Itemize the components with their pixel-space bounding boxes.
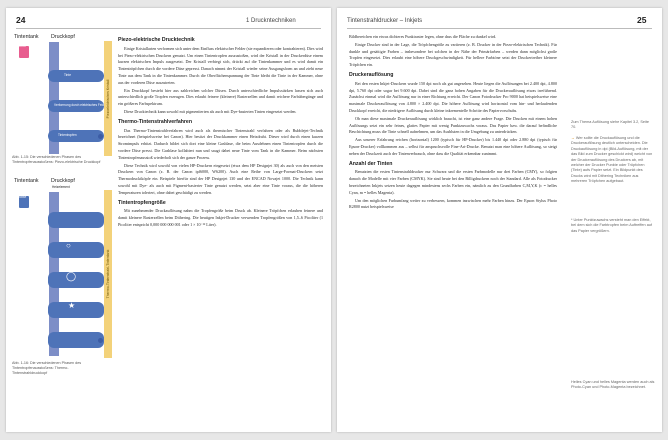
page-number: 24 [16,15,26,25]
figure1-col-right: Druckkopf [51,34,75,40]
figure2-heater-label: Heizelement [52,185,70,189]
paragraph: Einige Drucker sind in der Lage, die Tröpfchengröße zu variieren (z. B. Drucker in der Piezo-elektrischen Technik). Für dunkle und gesättigte Farben – insbesondere bei solchen in der Nähe der Primärfarben – werden dann möglichst große Tropfen eingesetzt. Dies erlaubt eine höhere Druckgeschwindigkeit. Für hellere Farbtöne setzt der Druckertreiber kleinere Tröpfchen ein. [349,41,557,68]
figure1-step-3-label: Tintentropfen [58,133,77,137]
figure1-caption: Abb. 1-15: Die verschiedenen Phasen des Tintentropfenausstoßens: Piezo-elektrische Druckkopf [12,155,101,164]
bubble-icon: ○ [66,241,71,250]
figure2-step-2 [48,242,104,258]
paragraph: Ob man diese maximale Druckerauflösung wirklich braucht, ist eine ganz andere Frage. Die Drucken mit einem hohen Auflösungs setzt ein sehr feines, glattes Papier mit wenig Punktzuwachs voraus. Das Papier bzw. die darauf befindliche Beschichtung muss die Tinte schnell aufnehmen, um das Ausbluten in die Umgebung zu unterdrücken. [349,115,557,135]
figure2-step-1 [48,212,104,228]
star-icon: ★ [68,301,76,310]
running-head: 1 Druckntechniken [246,18,296,24]
paragraph: Einige Kristallarten verformen sich unter dem Einfluss elektrischer Felder (sie expandieren oder kontrahieren). Dies wird bei Piezo-elektrischen Druckern genutzt. Um einen Tintentropfen auszustoßen, wird der Kristall in der Druckerdüse einem kurzen elektrischen Impuls ausgesetzt. Der Kristall verbiegt sich, drückt auf die Tintenkammer und es wird damit ein Tintentröpfchen durch die vordere Düse gepresst. Danach nimmt der Kristall wieder seine Ausgangsform an und zieht neue Tinte aus dem Tank in die Tintenkammer. Durch die Oberflächenspannung der Tinte bleibt die Tinte in der Kammer, ohne aus der vorderen Düse auszutreten. [118,45,323,85]
figure2-caption: Abb. 1-16: Die verschiedenen Phasen des Tintentropfenausstoßens: Thermo-Tintenstrahldruckkopf [12,361,82,375]
figure2-col-right: Druckkopf [51,178,75,184]
figure1-band: Piezoelektrisches Kristall [104,41,112,156]
figure1-step-1 [48,70,104,82]
paragraph: Ein Druckkopf besteht hier aus zahlreichen solcher Düsen. Durch unterschiedliche Impulsstärken lassen sich auch unterschiedlich große Tropfen erzeugen. Dies erlaubt feinere (kleinere) Rasterzellen und damit reichere Farbübergänge und ein größeres Farbspektrum. [118,87,323,107]
margin-note-4: Helles Cyan und helles Magenta werden auch als Photo-Cyan und Photo-Magenta bezeichnet. [571,380,655,390]
left-text-column [118,34,323,230]
ink-drop-2-icon [98,338,103,343]
heading-thermo: Thermo-Tintenstrahlverfahren [118,118,192,125]
page-number: 25 [637,15,647,25]
margin-note-1: Zum Thema Auflösung siehe Kapitel 3.2, Seite 70. [571,120,650,130]
header-rule [347,28,652,29]
arrow-icon: → [571,136,576,140]
paragraph: Aus unserer Erfahrung reichen (horizontal) 1200 (typisch für HP-Drucker) bis 1.440 dpi oder 2.880 dpi (typisch für Epson-Drucker) vollkommen aus – selbst für anspruchsvolle Fine-Art-Drucke. Benutzt man eine höhere Auflösung, so steigt neben der Druckzeit auch der Tintenverbrauch, ohne dass die Qualität erkennbar zunimmt. [349,137,557,156]
heading-anzahl-tinten: Anzahl der Tinten [349,160,393,167]
figure2-col-left: Tintentank [14,178,39,184]
paragraph: Um den möglichen Farbumfang weiter zu verbessern, kommen inzwischen mehr Farben hinzu. Der Epson Stylus Photo R2800 nutzt beispielsweise [349,197,557,210]
heading-tropfengroesse: Tintentropfengröße [118,199,166,206]
figure1-col-left: Tintentank [14,34,39,40]
figure1-step-2-label: Verformung durch elektrisches Feld [54,103,105,107]
figure1-ink-label: Tinte [18,44,27,48]
paragraph: Das Thermo-Tintenstrahlverfahren wird auch als thermischer Tintenstrahl verfahren oder als Bubblejet-Technik bezeichnet (beispielsweise bei Canon). Hier besitzt der Druckkammer einen Heizdraht. Dieser wird durch einen kurzen Stromimpuls erhitzt. Dadurch bildet sich dort eine kleine Gasblase, die beim Ausdehnen einen Tintentropfen durch die vordere Düse presst. Die Gasblase kollabiert nun und saugt dabei neue Tinte vom Tank in die Kammer. Beim nächsten Tintentropfenausstoß wiederholt sich der ganze Prozess. [118,127,323,160]
margin-note-2: → Wer sollte die Druckauflösung und die Druckerauflösung deutlich unterscheiden. Die Druckauflösung in dpi (Bild-Auflösung, mit der das Bild zum Drucker geschickt wird) weicht von der Druckerauflösung des Druckers ab, mit welcher der Drucker Punkte oder Tröpfchen (Tinte) aufs Papier setzt. Ein Bildpunkt des Drucks wird mit Dithering Techniken aus mehreren Tröpfchen aufgebaut. [571,136,653,184]
paragraph: Benutzten die ersten Tintenstrahldrucker nur Schwarz und die ersten Farbmodelle nur drei Farben (CMY), so folgten danach die Modelle mit vier Farben (CMYK). Sie sind heute bei den Billigdruckern noch der Standard. Alle als Fotodrucker bezeichneten Inkjets setzen heute dagegen mindestens sechs Farben ein, nämlich zu den Grundfarben C,M,Y,K (c = helles Cyan, m = helles Magenta). [349,169,557,195]
figure1-step-1-label: Tinte [64,73,71,77]
figure2-ink-label: Tinte [18,195,27,199]
left-page [6,8,331,432]
paragraph: Diese Technik wird sowohl von vielen HP-Druckern eingesetzt (etwa dem HP Designjet 30) als auch von den meisten Druckern von Canon (z. B. der Canon ipf6000, W6200). Auch eine Reihe von Large-Format-Druckern setzt Thermodrucktköpfe ein. Beispiele hierfür sind der HP Designjet 130 und der ENCAD Novajet 1000. Die Technik kann sowohl mit Dye- als auch mit Pigment-basierter Tinte genutzt werden, setzt aber eine Tinte voraus, die die höheren Temperaturen toleriert, ohne dabei geschädigt zu werden. [118,162,323,195]
figure2-step-4 [48,302,104,318]
ink-drop-icon [98,134,103,139]
bubble-large-icon: ◯ [66,271,77,281]
paragraph: Bildbereichen ein etwas dichteres Punktraster legen, ohne dass die Fläche zu dunkel wird. [349,34,497,39]
heading-druckerauflosung: Druckerauflösung [349,71,394,78]
running-head: Tintenstrahldrucker – Inkjets [347,18,423,24]
right-text-column [349,34,557,212]
figure2-band: Thermo-Tintenstrahl-Tintentank [104,190,112,358]
paragraph: Diese Drucktechnik kann sowohl mit pigmentierten als auch mit Dye-basierten Tinten eingesetzt werden. [124,108,297,114]
paragraph: Mit zunehmender Druckauflösung nahm die Tropfengröße beim Druck ab. Kleinere Tröpfchen erlauben feinere und damit kleinere Rasterzellen beim Dithering. Die heutigen Inkjet-Drucker verwenden Tropfengrößen von 1,5–6 Picoliter (1 Picoliter entspricht 0,000 000 000 001 oder 1 × 10⁻¹² Liter). [118,208,323,227]
margin-note-3: * Unter Punktzuwachs versteht man den Effekt, bei dem sich die Farbtropfen beim Auftreffen auf das Papier vergrößern. [571,218,652,233]
right-page [337,8,662,432]
heading-piezo: Piezo-elektrische Drucktechnik [118,37,195,43]
header-rule [16,28,321,29]
paragraph: Bei den ersten Inkjet-Druckern wurde 150 dpi noch als gut angesehen. Heute liegen die Auflösungen bei 2.400 dpi, 4.800 dpi, 5.760 dpi oder sogar bei 9.600 dpi. Dabei sind die ganz hohen Angaben für die Druckerauflösung etwas irreführend. Zunächst einmal wird die Auflösung nur in einer Richtung erreicht. Der Canon Fotodrucker Pro 9000 hat beispielsweise eine maximale Druckerauflösung von 4.800 × 2.400 dpi. Die höhere Auflösung wird horizontal vom hin- und herlaufenden Druckkopf erreicht, die niedrigere Auflösung durch kleine inkrementelle Schritte des Papiervorschubs. [349,80,557,113]
figure2-step-5 [48,332,104,348]
